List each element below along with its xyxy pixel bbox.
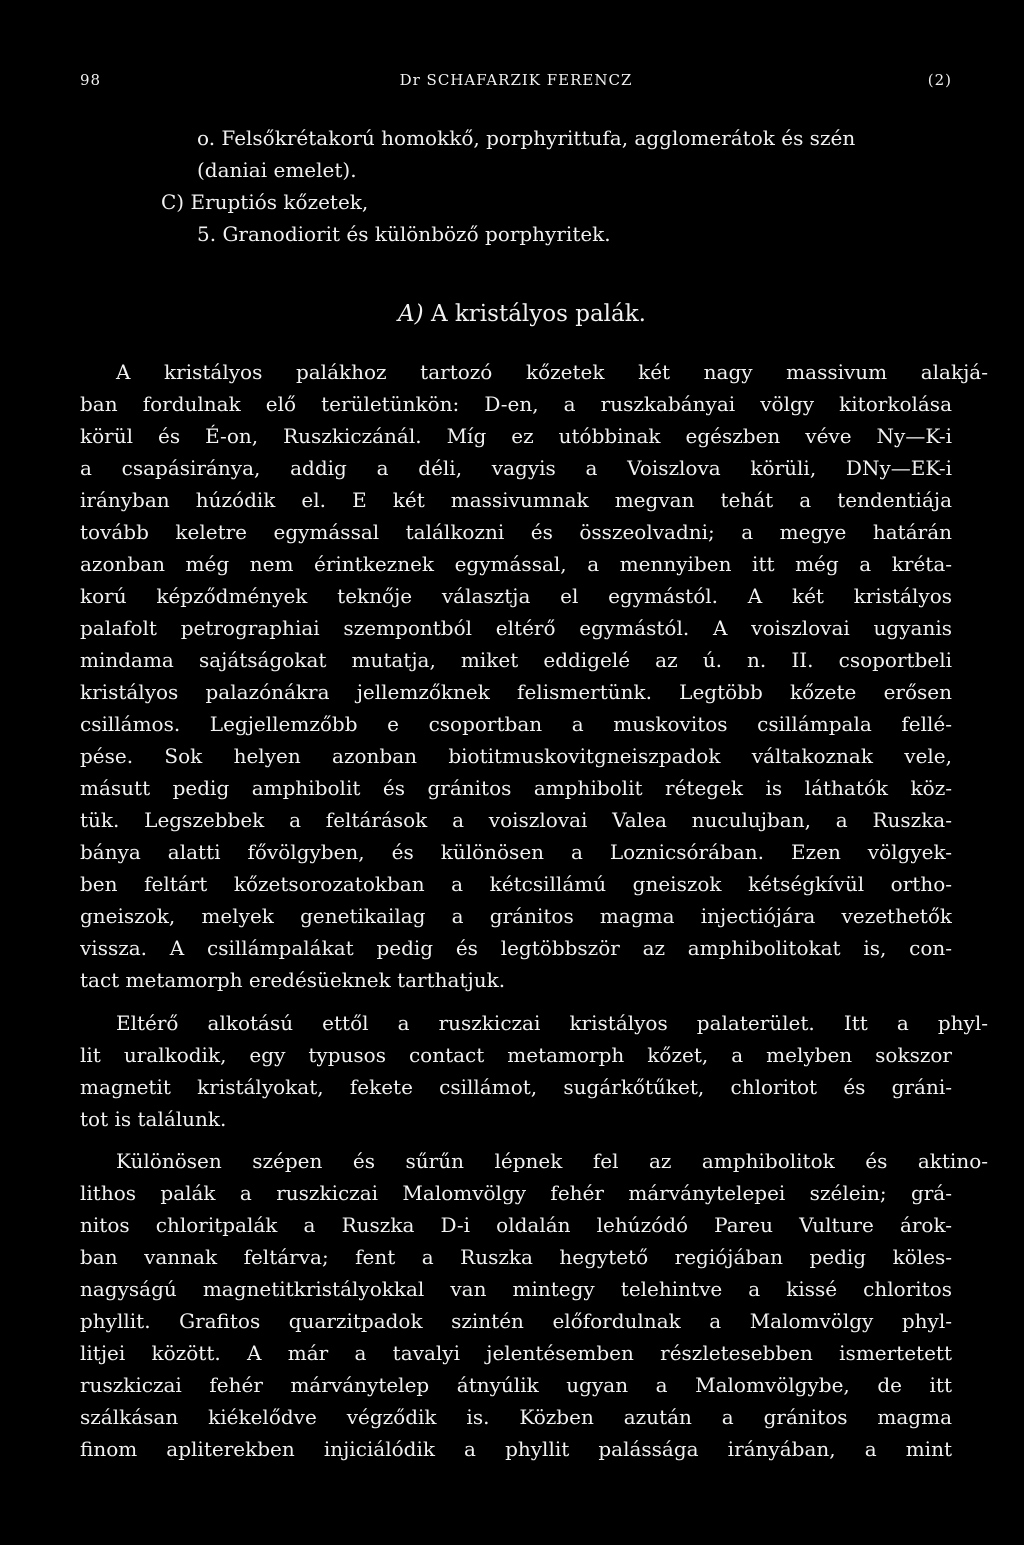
paragraph-line: lit uralkodik, egy typusos contact metamorph kőzet, a melyben sokszor: [80, 1043, 952, 1067]
running-head-author: Dr SCHAFARZIK FERENCZ: [399, 71, 633, 89]
paragraph-line: ruszkiczai fehér márványtelep átnyúlik ugyan a Malomvölgybe, de itt: [80, 1373, 952, 1397]
paragraph-line: azonban még nem érintkeznek egymással, a mennyiben itt még a kréta-: [80, 552, 952, 576]
paragraph-line: csillámos. Legjellemzőbb e csoportban a muskovitos csillámpala fellé-: [80, 712, 952, 736]
paragraph-line: bánya alatti fővölgyben, és különösen a Loznicsórában. Ezen völgyek-: [80, 840, 952, 864]
paragraph-line: korú képződmények teknője választja el egymástól. A két kristályos: [80, 584, 952, 608]
paragraph-line: irányban húzódik el. E két massivumnak megvan tehát a tendentiája: [80, 488, 952, 512]
list-item: 5. Granodiorit és különböző porphyritek.: [197, 222, 611, 246]
list-item: C) Eruptiós kőzetek,: [161, 190, 369, 214]
paragraph-line: Eltérő alkotású ettől a ruszkiczai kristályos palaterület. Itt a phyl-: [116, 1011, 988, 1035]
paragraph-line: lithos palák a ruszkiczai Malomvölgy fehér márványtelepei szélein; grá-: [80, 1181, 952, 1205]
paragraph-line: ban fordulnak elő területünkön: D-en, a ruszkabányai völgy kitorkolása: [80, 392, 952, 416]
running-head: [80, 68, 952, 92]
page-number: 98: [80, 71, 102, 89]
paragraph-line: kristályos palazónákra jellemzőknek felismertünk. Legtöbb kőzete erősen: [80, 680, 952, 704]
paragraph-line: mindama sajátságokat mutatja, miket eddigelé az ú. n. II. csoportbeli: [80, 648, 952, 672]
paragraph-line: tük. Legszebbek a feltárások a voiszlovai Valea nuculujban, a Ruszka-: [80, 808, 952, 832]
paragraph-line: nagyságú magnetitkristályokkal van mintegy telehintve a kissé chloritos: [80, 1277, 952, 1301]
section-heading-label: A): [398, 301, 424, 327]
paragraph-line: körül és É-on, Ruszkiczánál. Míg ez utóbbinak egészben véve Ny—K-i: [80, 424, 952, 448]
section-heading: [80, 298, 952, 330]
paragraph-line: litjei között. A már a tavalyi jelentésemben részletesebben ismertetett: [80, 1341, 952, 1365]
paragraph-line: szálkásan kiékelődve végződik is. Közben azután a gránitos magma: [80, 1405, 952, 1429]
section-heading-title: A kristályos palák.: [430, 301, 646, 327]
paragraph-line: ban vannak feltárva; fent a Ruszka hegytető regiójában pedig köles-: [80, 1245, 952, 1269]
paragraph-line: másutt pedig amphibolit és gránitos amphibolit rétegek is láthatók köz-: [80, 776, 952, 800]
section-number: (2): [927, 71, 952, 89]
list-item: o. Felsőkrétakorú homokkő, porphyrittufa, agglomerátok és szén: [197, 126, 856, 150]
paragraph-line: magnetit kristályokat, fekete csillámot, sugárkőtűket, chloritot és gráni-: [80, 1075, 952, 1099]
paragraph-line: ben feltárt kőzetsorozatokban a kétcsillámú gneiszok kétségkívül ortho-: [80, 872, 952, 896]
paragraph-line: pése. Sok helyen azonban biotitmuskovitgneiszpadok váltakoznak vele,: [80, 744, 952, 768]
paragraph-line: finom apliterekben injiciálódik a phyllit palássága irányában, a mint: [80, 1437, 952, 1461]
paragraph-line: tot is találunk.: [80, 1107, 227, 1131]
paragraph-line: palafolt petrographiai szempontból eltérő egymástól. A voiszlovai ugyanis: [80, 616, 952, 640]
paragraph-line: tact metamorph eredésüeknek tarthatjuk.: [80, 968, 506, 992]
paragraph-line: tovább keletre egymással találkozni és összeolvadni; a megye határán: [80, 520, 952, 544]
paragraph-line: Különösen szépen és sűrűn lépnek fel az amphibolitok és aktino-: [116, 1149, 988, 1173]
paragraph-line: gneiszok, melyek genetikailag a gránitos magma injectiójára vezethetők: [80, 904, 952, 928]
paragraph-line: nitos chloritpalák a Ruszka D-i oldalán lehúzódó Pareu Vulture árok-: [80, 1213, 952, 1237]
paragraph-line: vissza. A csillámpalákat pedig és legtöbbször az amphibolitokat is, con-: [80, 936, 952, 960]
paragraph-line: phyllit. Grafitos quarzitpadok szintén előfordulnak a Malomvölgy phyl-: [80, 1309, 952, 1333]
paragraph-line: A kristályos palákhoz tartozó kőzetek két nagy massivum alakjá-: [116, 360, 988, 384]
list-item: (daniai emelet).: [197, 158, 357, 182]
paragraph-line: a csapásiránya, addig a déli, vagyis a Voiszlova körüli, DNy—EK-i: [80, 456, 952, 480]
